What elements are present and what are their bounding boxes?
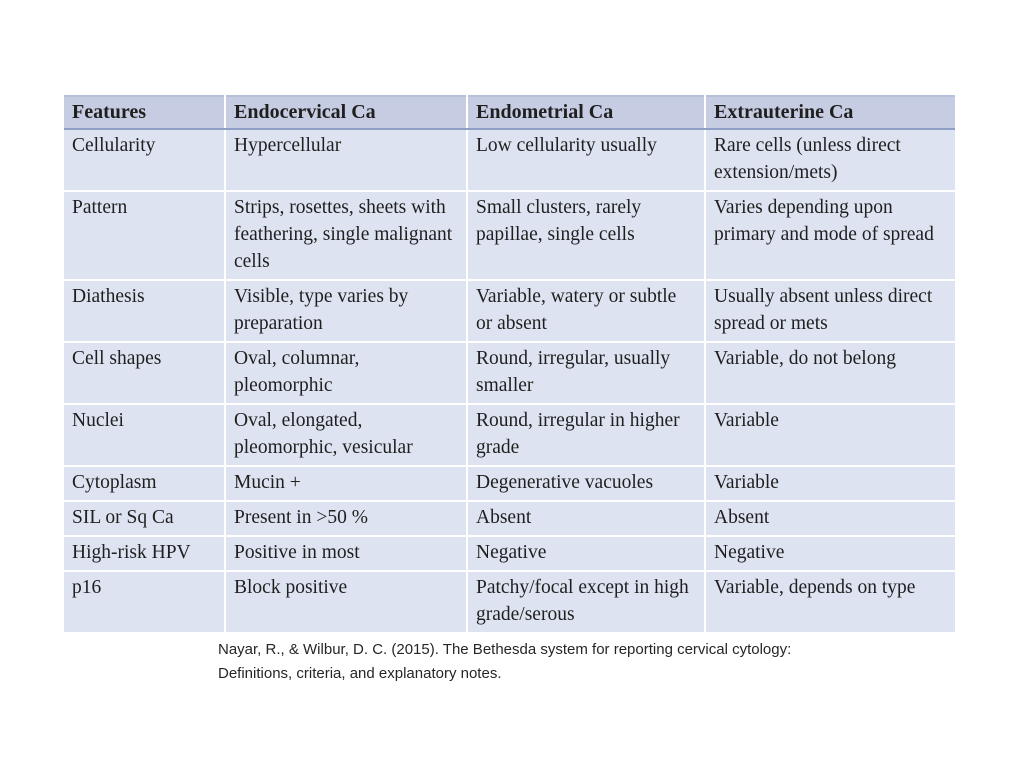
table-cell: Negative — [467, 536, 705, 571]
column-header-endometrial-ca: Endometrial Ca — [467, 96, 705, 129]
table-row-nuclei — [64, 404, 955, 466]
table-cell: Present in >50 % — [225, 501, 467, 536]
table-row-pattern — [64, 191, 955, 280]
table-row-cell-shapes — [64, 342, 955, 404]
table-row-sil-or-sq-ca — [64, 501, 955, 536]
table-cell: Variable, do not belong — [705, 342, 955, 404]
table-row-high-risk-hpv — [64, 536, 955, 571]
table-cell: Degenerative vacuoles — [467, 466, 705, 501]
table-cell: Oval, elongated, pleomorphic, vesicular — [225, 404, 467, 466]
citation — [218, 638, 858, 686]
table-cell: Visible, type varies by preparation — [225, 280, 467, 342]
table-cell: Variable, watery or subtle or absent — [467, 280, 705, 342]
table-cell: Usually absent unless direct spread or mets — [705, 280, 955, 342]
table-cell: Round, irregular in higher grade — [467, 404, 705, 466]
column-header-extrauterine-ca: Extrauterine Ca — [705, 96, 955, 129]
table-row-p16 — [64, 571, 955, 632]
feature-cell: High-risk HPV — [64, 536, 225, 571]
table-cell: Positive in most — [225, 536, 467, 571]
table-cell: Low cellularity usually — [467, 129, 705, 191]
table-cell: Variable — [705, 466, 955, 501]
table-cell: Strips, rosettes, sheets with feathering, single malignant cells — [225, 191, 467, 280]
table-cell: Negative — [705, 536, 955, 571]
table-header-row — [64, 96, 955, 129]
table-row-diathesis — [64, 280, 955, 342]
feature-cell: Cell shapes — [64, 342, 225, 404]
table-row-cellularity — [64, 129, 955, 191]
table-cell: Absent — [705, 501, 955, 536]
feature-cell: p16 — [64, 571, 225, 632]
table-cell: Round, irregular, usually smaller — [467, 342, 705, 404]
feature-cell: Pattern — [64, 191, 225, 280]
feature-cell: Diathesis — [64, 280, 225, 342]
feature-cell: Cytoplasm — [64, 466, 225, 501]
table-cell: Rare cells (unless direct extension/mets) — [705, 129, 955, 191]
feature-cell: Cellularity — [64, 129, 225, 191]
table-cell: Variable, depends on type — [705, 571, 955, 632]
feature-cell: Nuclei — [64, 404, 225, 466]
citation-line-2: Definitions, criteria, and explanatory notes. — [218, 665, 502, 682]
table-cell: Mucin + — [225, 466, 467, 501]
table-cell: Block positive — [225, 571, 467, 632]
column-header-features: Features — [64, 96, 225, 129]
table-cell: Hypercellular — [225, 129, 467, 191]
comparison-table — [64, 95, 955, 632]
table-cell: Oval, columnar, pleomorphic — [225, 342, 467, 404]
column-header-endocervical-ca: Endocervical Ca — [225, 96, 467, 129]
table-cell: Small clusters, rarely papillae, single cells — [467, 191, 705, 280]
table-cell: Varies depending upon primary and mode of spread — [705, 191, 955, 280]
table-cell: Absent — [467, 501, 705, 536]
table-cell: Variable — [705, 404, 955, 466]
table-cell: Patchy/focal except in high grade/serous — [467, 571, 705, 632]
citation-line-1: Nayar, R., & Wilbur, D. C. (2015). The Bethesda system for reporting cervical cytology: — [218, 641, 792, 658]
feature-cell: SIL or Sq Ca — [64, 501, 225, 536]
table-row-cytoplasm — [64, 466, 955, 501]
